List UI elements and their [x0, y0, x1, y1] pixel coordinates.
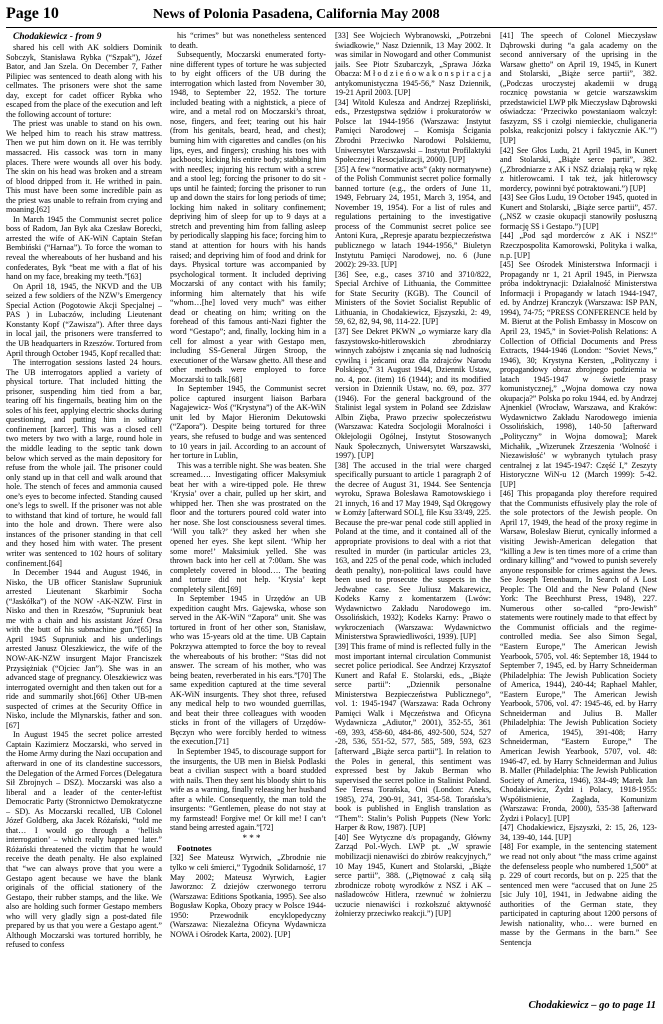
continued-to-label: Chodakiewicz – go to page 11	[528, 1000, 656, 1011]
footnote-paragraph: [44] „Pod sąd morderców z AK i NSZ!” Rzeczpospolita Kamorowski, Polityka i walka, n.p. [UP]	[500, 231, 657, 260]
footnote-paragraph: [47] Chodakiewicz, Ejszyszki, 2: 15, 26, 123-34, 139-40, 144. [UP]	[500, 823, 657, 842]
article-paragraph: The priest was unable to stand on his own. We helped him to reach his straw mattress. Then we put him down on it. He was terribly massacred. His cassock was torn in many places. There were wounds all over his body. The skin on his head was broken and a stream of blood dripped from it. He writhed in pain. This must have been some incredible pain as the priest was unable to refrain from crying and moaning.[62]	[6, 119, 162, 215]
article-paragraph: In September 1945, the Communist secret police captured insurgent liaison Barbara Nagajewicz- Woś (“Krystyna”) of the AK-WiN unit led by Major Hieronim Dekutowski (“Zapora”). Despite being tortured for three years, she refused to budge and was sentenced to 10 years in jail. According to an account of her torture in Lublin,	[170, 384, 326, 461]
column-3	[335, 31, 491, 994]
article-paragraph: his “crimes” but was nonetheless sentenced to death.	[170, 31, 326, 50]
footnote-paragraph: [36] See, e.g., cases 3710 and 3710/822, Special Archive of Lithuania, the Committee for State Security (KGB). The Council of Ministers of the Soviet Socialist Republic of Lithuania, in Chodakiewicz, Ejszyszki, 2: 49, 59, 62, 82, 94, 98, 114-22. [UP]	[335, 269, 491, 327]
footnote-paragraph: [41] The speech of Colonel Mieczysław Dąbrowski during “a gala academy on the second anniversary of the uprising in the Warsaw ghetto” on April 19, 1945, in Kunert and Stolarski, „Biąże serce partii”, 382. („Podczas uroczystej akademii w drugą rocznicę powstania w getcie warszawskim przedstawiciel LWP płk Mieczysław Dąbrowski oświadcza: ‘Przeciwko powstaniaom walczył: faszyzm, SS i czołgi niemieckie, chuliganeria polska, reakcjonizi polscy i faktycznie AK.’”) [UP]	[500, 31, 657, 146]
footnote-paragraph: [48] For example, in the sentencing statement we read not only about “the mass crime against the defenseless people who numbered 1,500” at p. 229 of court records, but on p. 225 that the sentenced men were “accused that on June 25 [sic July 10], 1941, in Jedwabne aiding the authorities of the German state, they participated in capturing about 1200 persons of Jewish nationality, who… were burned en masse by the Germans in the barn.” See Sentencja	[500, 842, 657, 947]
article-paragraph: In December 1944 and August 1946, in Nisko, the UB officer Stanisław Supruniuk arrested Lieutenant Skarbimir Socha (“Jaskółka”) of the NOW -AK-NZW. First in Nisko and then in Rzeszów, “Supruniuk beat me with a chain and his assistant Józef Orsa with the butt of his submachine gun.”[65] In April 1945 Supruniuk and his underlings arrested Janusz Oleszkiewicz, the wife of the NOW-AK-NZW insurgent Major Franciszek Przysiężniak (“Ojciec Jan”). She was in an advanced stage of pregnancy. Oleszkiewicz was interrogated overnight and then taken out for a ride and summarily shot.[66] Other UB-men suspected of crimes at the Security Office in Nisko, include the Mlynarskis, father and son.[67]	[6, 568, 162, 730]
footnote-paragraph: [39] This frame of mind is reflected fully in the most important internal circulation Communist secret police periodical. See Andrzej Krzysztof Kunert and Rafał E. Stolarski, eds., „Biąże serce partii”: „Dziennik personalne Ministerstwa Bezpieczeństwa Publicznego”, vol. 1: 1945-1947 (Warszawa: Rada Ochrony Pamięci Walk i Męczeństwa and Oficyna Wydawnicza „Adiutor,” 2001), 352-55, 361 -69, 393, 458-60, 484-86, 492-500, 524, 527 -28, 536, 551-52, 577, 585, 589, 593, 623 [afterward „Biąże serca partii”]. In relation to the Poles in general, this sentiment was expressed best by Jakub Berman who supervised the secret police in Stalinist Poland. See Teresa Torańska, Oni (London: Aneks, 1985), 274, 290-91, 341, 354-58. Torańska’s book is published in English translation as “Them”: Stalin’s Polish Puppets (New York: Harper & Row, 1987). [UP]	[335, 642, 491, 833]
article-paragraph: On April 18, 1945, the NKVD and the UB seized a few soldiers of the NZW’s Emergency Special Action (Pogotowie Akcji Specjalnej – PAS ) in Lubaczów, including Lieutenant Konstanty Kopf (“Zawisza”). After three days in local jail, the prisoners were transferred to the UB headquarters in Rzeszów. Tortured from April through October 1945, Kopf recalled that:	[6, 281, 162, 358]
article-paragraph: In August 1945 the secret police arrested Captain Kazimierz Moczarski, who served in the Home Army during the Nazi occupation and afterward in one of its clandestine successors, the Delegation of the Armed Forces (Delegatura Sił Zbrojnych – DSZ). Moczarski was also a liberal and a leader of the center-leftist Democratic Party (Stronnictwo Demokratyczne – SD). As Moczarski recalled, UB Colonel Józef Goldberg, aka Jacek Różański, “told me that… I would go through a ‘hellish interrogation’ – which really happened later.” Różański threatened the victim that he would receive the death penalty. He also explained that “we can always prove that you were a Gestapo agent because we have the blank originals of the official stationery of the Gestapo, their rubber stamps, and the like. We also are holding such former Gestapo members who will very gladly sign a post-dated file prepared by us that you were a Gestapo agent.” Although Moczarski was tortured horribly, he refused to confess	[6, 730, 162, 950]
column-2	[170, 31, 326, 994]
footnote-paragraph: [45] See Ośrodek Ministerstwa Informacji i Propagandy nr 1, 21 April 1945, in Pierwsza próba indoktrynacji: Działalność Ministerstwa Informacji i Propagandy w latach 1944-1947, ed. by Andrzej Kranczyk (Warszawa: ISP PAN, 1994), 74-75; “PRESS CONFERENCE held by M. Bierut at the Polish Embassy in Moscow on April 23, 1945,” in Soviet-Polish Relations: A Collection of Official Documents and Press Extracts, 1944-1946 (London: “Soviet News,” 1946), 30; Krystyna Kersten, „Polityczny i propagandowy obraz zbrojnego podziemia w latach 1945-1947 w świetle prasy komunistycznej,” „Wojna domowa czy nowa okupacja?” Polska po roku 1944, ed. by Andrzej Ajnenkiel (Wrocław, Warszawa, and Kraków: Wydawnictwo Zakładu Narodowego imienia Ossolińskich, 1998), 140-50 [afterward „Polityczny” in Wojna domowa]; Marek Michałik, „Wizerunek Zrzeszenia ‘Wolność i Niezawisłość’ w wybranych tytułach prasy centralnej z lat 1945-1947: Część I,” Zeszyty Historyczne WiN-u 12 (March 1999): 5-42. [UP]	[500, 260, 657, 489]
article-paragraph: Subsequently, Moczarski enumerated forty-nine different types of torture he was subjected to by eight officers of the UB during the interrogation which lasted from November 30, 1948, to September 22, 1952. The torture included beating with a nightstick, a piece of wire, and a metal rod on Moczarski’s throat, nose, fingers, and feet; tearing out his hair (from his genitals, beard, head, and chest); burning him with cigarettes and candles (on his lips, eyes, and fingers); crushing his toes with jackboots; kicking his entire body; stabbing him with needles; injuring his rectum with a screw and a stool leg; forcing the prisoner to do sit -ups until he fainted; forcing the prisoner to run up and down the stairs for long periods of time; locking him naked in solitary confinement; depriving him of sleep for up to 9 days at a stretch and preventing him from falling asleep by periodically slapping his face; forcing him to stand at attention for hours with his hands raised; and depriving him of food and drink for days. Physical torture was accompanied by psychological torment. It included depriving Moczarski of any contact with his family; informing him alternately that his wife “whom…[he] loved very much” was either dead or cheating on him; writing on the forehead of this famous anti-Nazi fighter the word “Gestapo”; and, finally, locking him in a cell for almost a year with Gestapo men, including SS-General Jürgen Stroop, the executioner of the Warsaw ghetto. All these and other methods were employed to force Moczarski to talk.[68]	[170, 50, 326, 384]
publication-masthead: News of Polonia Pasadena, California May 2008	[153, 7, 440, 22]
footnote-paragraph: [35] A few “normative acts” (akty normatywne) of the Polish Communist secret police formally banned torture (e.g., the orders of June 11, 1949, February 24, 1951, March 3, 1954, and November 19, 1954). For a list of rules and regulations pertaining to the investigative process of the Communist secret police see Antoni Kura, „Represje aparatu bezpieczeństwa publicznego w latach 1944-1956,” Biuletyn Instytutu Pamięci Narodowej, no. 6 (June 2002): 29-33. [UP]	[335, 164, 491, 270]
footnotes-heading: Footnotes	[177, 843, 212, 853]
article-paragraph: In September 1945, to discourage support for the insurgents, the UB men in Bielsk Podlaski beat a civilian suspect with a board studded with nails. Then they sent his bloody shirt to his wife as a warning, finally releasing her husband after a while. Consequently, the man told the insurgents: “Gentlemen, please do not stay at my farmstead! Forgive me! Or kill me! I can’t stand being arrested again.”[72]	[170, 747, 326, 833]
footnote-paragraph: [40] See Wytyczne d/s propagandy, Główny Zarząd Pol.-Wych. LWP pt. „W sprawie mobilizacji nienawiści do zbirów reakcyjnych,” 10 May 1945, Kunert and Stolarski, „Biąże serce partii”, 388. („Piętnować z całą siłą zbrodnicze robotę wyrodków z NSZ i AK – naśladowców Hitlera, rzewnuć w żołnierzu uczucie nienawiści i rozkołszuć aktywność żołnierzy przeciwko reakcji.”) [UP]	[335, 832, 491, 919]
section-separator: * * *	[242, 832, 261, 843]
continued-from-label: Chodakiewicz - from 9	[13, 32, 102, 42]
footnote-paragraph: [33] See Wojciech Wybranowski, „Potrzebni świadkowie,” Nasz Dziennik, 13 May 2002. It was similar in Nowogard and other Communist jails. See Piotr Szubarczyk, „Sprawa Józka Obacza: M ł o d z i e ń o w a k o n s p i r a c j a antykomunistyczna 1945-56,” Nasz Dziennik, 19-21 April 2003. [UP]	[335, 31, 491, 98]
column-1	[6, 31, 162, 994]
article-paragraph: The interrogation sessions lasted 24 hours. The UB interrogators applied a variety of physical torture. That included hitting the prisoner, suspending him tied from a bar, tearing off his fingernails, beating him on the soles of his feet, applying electric shocks during questioning, and putting him in solitary confinement [karcer]. This was a closed cell two meters by two with a large, round hole in the middle leading to the septic tank down below which served as the main depository for refuse from the whole jail. The prisoner could only stand up in that cell and walk around that hole. The stench of feces and ammonia caused one’s eyes to become infected. Standing caused one’s legs to swell. If the prisoner was not able to withstand that kind of torture, he would fall into the hole and drown. There were also instances of the prisoner standing in that cell and they hosed him with water. The present writer was sentenced to 102 hours of solitary confinement.[64]	[6, 358, 162, 568]
footnote-paragraph: [42] See Głos Ludu, 21 April 1945, in Kunert and Stolarski, „Biąże serce partii”, 382. („Zbrodniarze z AK i NSZ działają ręką w rękę z hitlerowcami. I tak też, jak hitlerowscy mordercy, powinni być potraktowani.”) [UP]	[500, 145, 657, 193]
article-paragraph: In September 1945 in Urzędów an UB expedition caught Mrs. Gajewska, whose son served in the AK-WiN “Zapora” unit. She was tortured in front of her other son, Stanisław, who was 15-years old at the time. UB Captain Pokrzywa attempted to force the boy to reveal the whereabouts of his brother: “Stas did not answer. The scream of his mother, who was being beaten, reverberated in his ears.”[70] The same expedition captured at the time several AK-WiN insurgents. They shot three, refused any medical help to two wounded guerrillas, and beat their three colleagues with wooden sticks in front of the villagers of Urzędów-Bęczyn who were forcibly herded to witness the execution.[71]	[170, 594, 326, 747]
article-paragraph: This was a terrible night. She was beaten. She screamed…. Investigating officer Maksymiuk beat her with a wire-tipped pole. He threw ‘Krysia’ over a chair, pulled up her skirt, and whipped her. Then she was prostrated on the floor and the torturers poured cold water into her nose. She lost consciousness several times. ‘Will you talk?’ they asked her when she opened her eyes. She kept silent. ‘Whip her some more!’ Maksimiuk yelled. She was thrown back into her cell at 7:00am. She was completely covered in blood…. The beating and torture did not help. ‘Krysia’ kept completely silent.[69]	[170, 460, 326, 594]
page-header	[6, 4, 657, 26]
article-paragraph: In March 1945 the Communist secret police boss of Radom, Jan Byk aka Czesław Borecki, arrested the wife of AK-WiN Captain Stefan Bembiński (“Harnaa”). To force the woman to reveal the whereabouts of her husband and his confederates, Byk “beat me with a flat of his hand on my face, breaking my teeth.”[63]	[6, 214, 162, 282]
footnote-paragraph: [34] Witold Kulesza and Andrzej Rzepliński, eds., Przestępstwa sędziów i prokuratorów w Polsce lat 1944-1956 (Warszawa: Instytut Pamięci Narodowej – Komisja Ścigania Zbrodni Przeciwko Narodowi Polskiemu, Uniwersytet Warszawski – Instytut Profilaktyki Społecznej i Resocjalizacji, 2000). [UP]	[335, 97, 491, 165]
footnote-paragraph: [38] The accused in the trial were charged specifically pursuant to article 1 paragraph 2 of the decree of August 31, 1944. See Sentencja wyroku, Sprawa Bolesława Ramotowskiego i 21 innych, 16 and 17 May 1949, Sąd Okręgowy w Łomży [afterward SOL], file Ksu 33/49, 225. Because the pre-war penal code still applied in Poland at the time, and it contained all of the appropriate provisions to deal with a riot that resulted in murder (in particular articles 23, 163, and 225 of the penal code, which included death penalty), non-political laws could have been used to prosecute the suspects in the Jedwabne case. See Juliusz Makarewicz, Kodeks Karny z komentarzem (Lwów: Wydawnictwo Zakładu Narodowego im. Ossolińskich, 1932); Kodeks Karny: Prawo o wykroczeniach (Warszawa: Wydawnictwo Ministerstwa Sprawiedliwości, 1939). [UP]	[335, 460, 491, 642]
page-number: Page 10	[6, 5, 59, 22]
column-4	[500, 31, 657, 994]
header-rule	[6, 27, 657, 28]
footnote-paragraph: [43] See Głos Ludu, 19 October 1945, quoted in Kunert and Stolarski, „Biąże serce partii”, 457. („NSZ w czasie okupacji stanowiły posłuszną formację SS i Gestapo.”) [UP]	[500, 193, 657, 231]
footnote-paragraph: [46] This propaganda ploy therefore required that the Communists effusively play the role of the sole protectors of the Jewish people. On April 17, 1949, the head of the proxy regime in Warsaw, Bolesław Bierut, cynically informed a visiting Jewish-American delegation that “killing a Jew is ten times more of a crime than ordinary killing” and “vowed to punish severely anyone responsible for crimes against the Jews. See Joseph Tenenbaum, In Search of A Lost People: The Old and the New Poland (New York: The Beechhurst Press, 1948), 227. Numerous other so-called “pro-Jewish” statements were routinely made to that effect by the Communist officials and the regime-controlled media. See also Simon Segal, “Eastern Europe,” The American Jewish Yearbook, 5705, vol. 46: September 18, 1944 to September 7, 1945, ed. by Harry Schneiderman (Philadelphia: The Jewish Publication Society of America, 1944), 240-44; Raphael Mahler, “Eastern Europe,” The American Jewish Yearbook, 5706, vol. 47: 1945-46, ed. by Harry Schneiderman and Julius B. Maller (Philadelphia: The Jewish Publication Society of America, 1945), 391-408; Harry Schneiderman, “Eastern Europe,” The American Jewish Yearbook, 5707, vol. 48: 1946-47, ed. by Harry Schneiderman and Julius B. Maller (Philadelphia: The Jewish Publication Society of America, 1946), 334-49; Marek Jan Chodakiewicz, Żydzi i Polacy, 1918-1955: Współistnienie, Zagłada, Komunizm (Warszawa: Fronda, 2000), 535-38 [afterward Żydzi i Polacy]. [UP]	[500, 489, 657, 823]
footnote-paragraph: [37] See Dekret PKWN „o wymiarze kary dla faszystowsko-hitlerowskich zbrodniarzy winnych zabójstw i znęcania się nad ludnością cywilną i jeńcami oraz dla zdrajców Narodu Polskiego,” 31 August 1944, Dziennik Ustaw, no. 4, poz. (item) 16 (1944); and its modified version in Dziennik Ustaw, no. 69, poz. 377 (1946). For the general background of the Stalinist legal system in Poland see Zdzisław Albin Zięba, Prawo przeciw społeczeństwu (Warszawa: Katedra Socjologii Moralności i Okłejologii Ogólnej, Instytut Stosowanych Nauk Społecznych, Uniwersytet Warszawski, 1997). [UP]	[335, 326, 491, 461]
footnote-paragraph: [32] See Mateusz Wyrwich, „Zbrodnie nie tylko w celi śmierci,” Tygodnik Solidarność, 17 May 2002; Mateusz Wyrwich, Łagier Jaworzno: Z dziejów czerwonego terroru (Warszawa: Editions Spotkania, 1995). See also Bogusław Kopka, Obozy pracy w Polsce 1944-1950: Przewodnik encyklopedyczny (Warszawa: Niezależna Oficyna Wydawnicza NOWA i Ośrodek Karta, 2002). [UP]	[170, 853, 326, 939]
article-paragraph: shared his cell with AK soldiers Dominik Sobczyk, Stanisława Rybka (“Szpak”), Józef Bator, and Jan Szela. On December 7, Father Pilipiec was sentenced to death along with his cellmates. The prisoners were shot the same day, except for cadet officer Rybka who escaped from the place of the execution and left the following account of torture:	[6, 43, 162, 119]
